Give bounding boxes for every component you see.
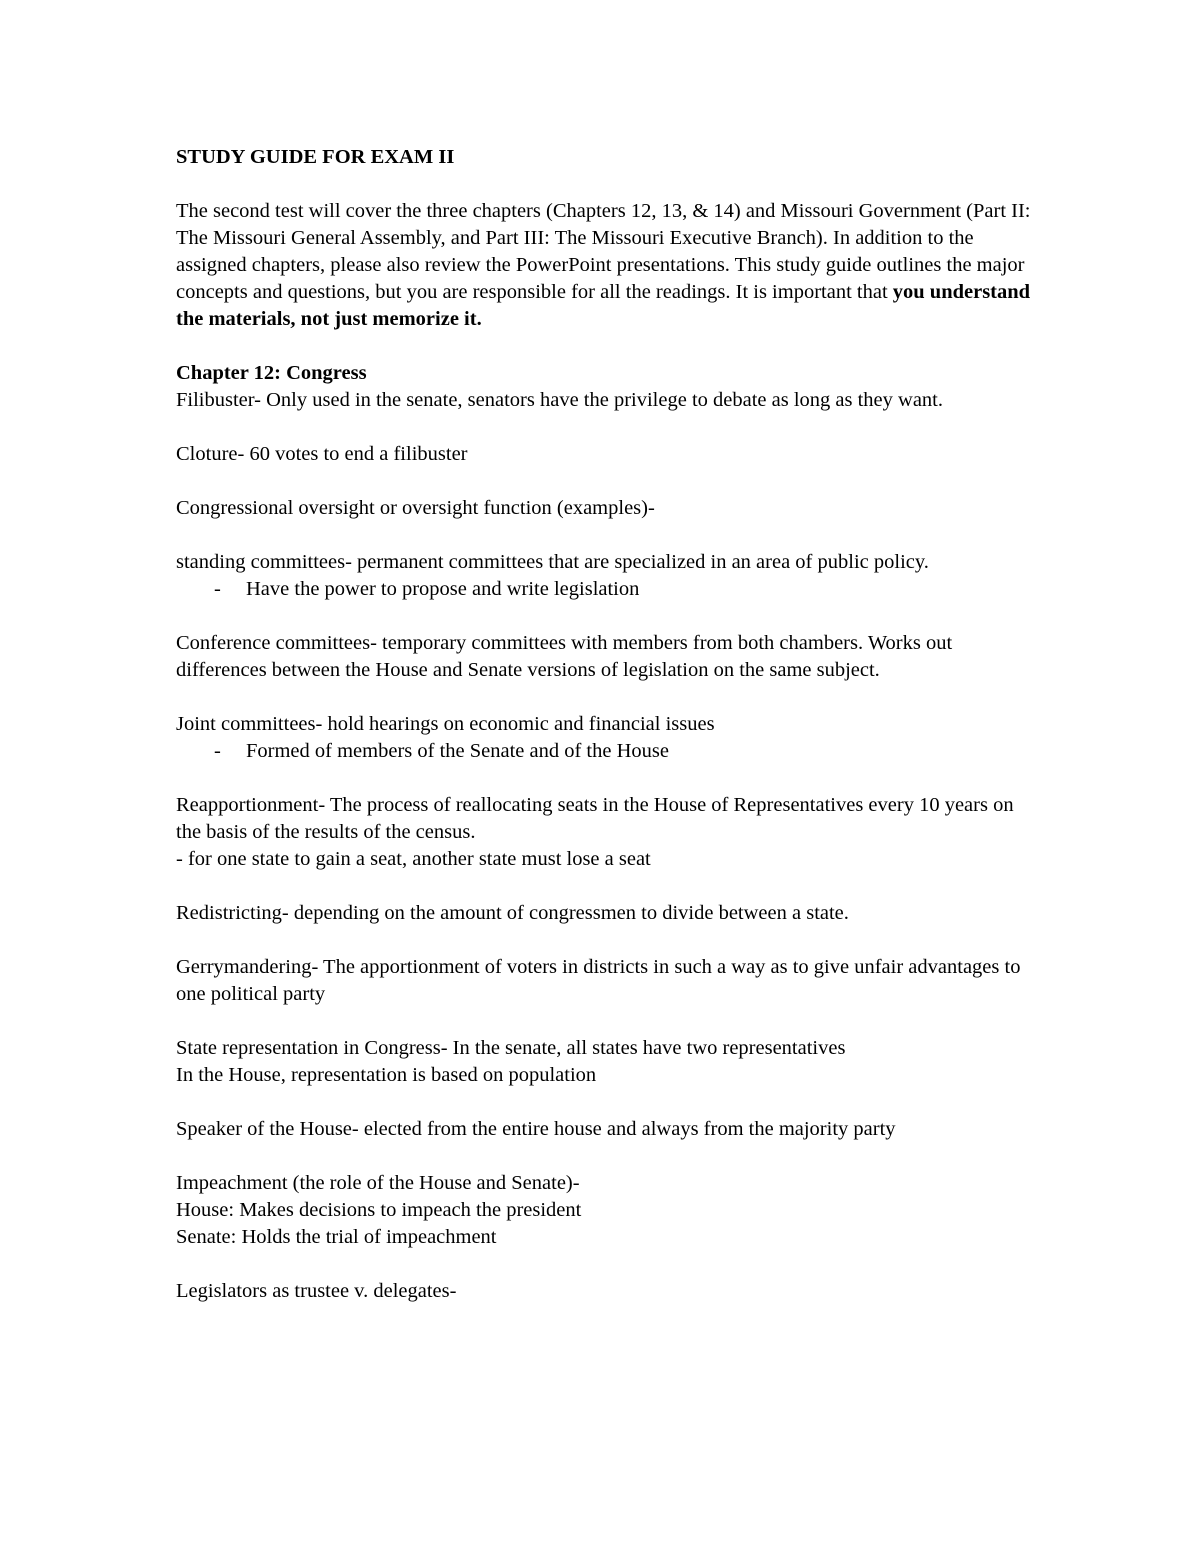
term-state-representation xyxy=(176,1035,1036,1089)
bullet-dash: - xyxy=(214,740,221,762)
bullet-text: Have the power to propose and write legislation xyxy=(246,578,640,600)
term-standing-committees xyxy=(176,549,1036,603)
document-title: STUDY GUIDE FOR EXAM II xyxy=(176,146,455,168)
term-speaker-of-the-house: Speaker of the House- elected from the entire house and always from the majority party xyxy=(176,1118,896,1140)
standing-committees-text: standing committees- permanent committees that are specialized in an area of public policy. xyxy=(176,551,929,573)
impeachment-house: House: Makes decisions to impeach the president xyxy=(176,1199,582,1221)
chapter-12-heading: Chapter 12: Congress xyxy=(176,362,367,384)
term-legislators: Legislators as trustee v. delegates- xyxy=(176,1280,457,1302)
bullet-text: Formed of members of the Senate and of the House xyxy=(246,740,669,762)
document-page xyxy=(176,144,1036,1332)
term-redistricting: Redistricting- depending on the amount of congressmen to divide between a state. xyxy=(176,902,849,924)
reapportionment-note: - for one state to gain a seat, another state must lose a seat xyxy=(176,848,651,870)
state-representation-house: In the House, representation is based on population xyxy=(176,1064,597,1086)
term-filibuster: Filibuster- Only used in the senate, senators have the privilege to debate as long as they want. xyxy=(176,389,943,411)
term-gerrymandering: Gerrymandering- The apportionment of voters in districts in such a way as to give unfair advantages to one political party xyxy=(176,956,1021,1005)
intro-text: The second test will cover the three chapters (Chapters 12, 13, & 14) and Missouri Government (Part II: The Missouri General Assembly, and Part III: The Missouri Executive Branch). In addition to the assigned chapters, please also review the PowerPoint presentations. This study guide outlines the major concepts and questions, but you are responsible for all the readings. It is important that xyxy=(176,200,1031,303)
intro-paragraph xyxy=(176,198,1036,333)
term-cloture: Cloture- 60 votes to end a filibuster xyxy=(176,443,468,465)
term-joint-committees xyxy=(176,711,1036,765)
term-impeachment xyxy=(176,1170,1036,1251)
reapportionment-text: Reapportionment- The process of reallocating seats in the House of Representatives every 10 years on the basis of the results of the census. xyxy=(176,794,1014,843)
intro-emphasis: you understand the materials, not just memorize it. xyxy=(176,281,1031,330)
impeachment-senate: Senate: Holds the trial of impeachment xyxy=(176,1226,497,1248)
term-reapportionment xyxy=(176,792,1036,873)
term-oversight: Congressional oversight or oversight function (examples)- xyxy=(176,497,655,519)
term-conference-committees: Conference committees- temporary committees with members from both chambers. Works out differences between the House and Senate versions of legislation on the same subject. xyxy=(176,632,953,681)
joint-committees-bullet xyxy=(176,738,1036,765)
bullet-dash: - xyxy=(214,578,221,600)
standing-committees-bullet xyxy=(176,576,1036,603)
joint-committees-text: Joint committees- hold hearings on economic and financial issues xyxy=(176,713,715,735)
impeachment-heading: Impeachment (the role of the House and Senate)- xyxy=(176,1172,580,1194)
state-representation-senate: State representation in Congress- In the senate, all states have two representatives xyxy=(176,1037,846,1059)
